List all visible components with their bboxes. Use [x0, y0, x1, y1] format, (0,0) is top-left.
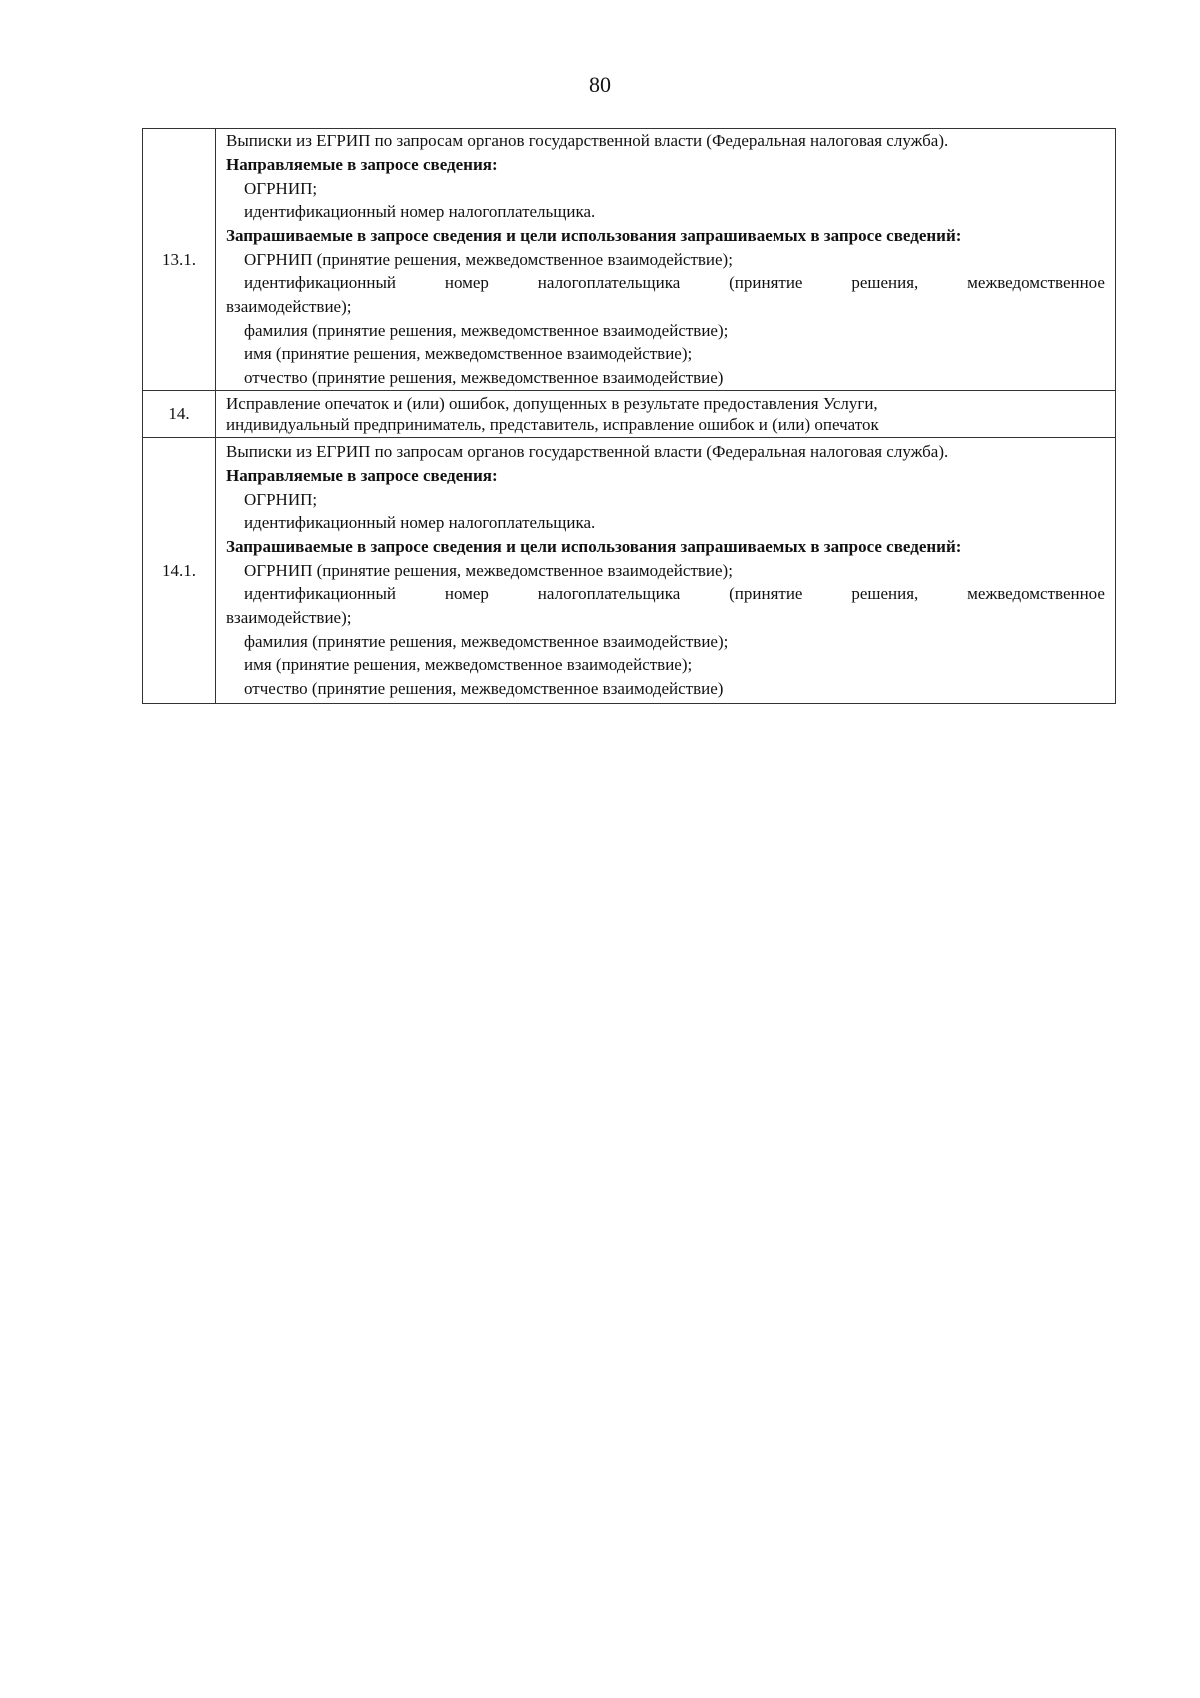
row-content: [216, 391, 1116, 438]
requested-heading: Запрашиваемые в запросе сведения и цели использования запрашиваемых в запросе сведений:: [226, 225, 962, 245]
requested-item: фамилия (принятие решения, межведомственное взаимодействие);: [244, 320, 729, 340]
table-row: [143, 391, 1116, 438]
page-number: 80: [589, 72, 611, 97]
row-text-line: Исправление опечаток и (или) ошибок, допущенных в результате предоставления Услуги,: [226, 394, 878, 413]
sent-heading: Направляемые в запросе сведения:: [226, 465, 498, 485]
word: номер: [444, 273, 489, 293]
word: идентификационный: [244, 273, 396, 293]
sent-item: ОГРНИП;: [244, 178, 318, 198]
row-number: 14.1.: [143, 438, 216, 704]
word: (принятие: [729, 273, 803, 293]
requested-item: имя (принятие решения, межведомственное взаимодействие);: [244, 655, 693, 675]
requested-item-justified: [226, 582, 1105, 606]
sent-item: идентификационный номер налогоплательщика.: [244, 513, 596, 533]
sent-item: ОГРНИП;: [244, 489, 318, 509]
word: межведомственное: [967, 584, 1105, 604]
requested-item: отчество (принятие решения, межведомственное взаимодействие): [244, 368, 724, 388]
word: решения,: [851, 273, 919, 293]
sent-heading: Направляемые в запросе сведения:: [226, 154, 498, 174]
intro-text: Выписки из ЕГРИП по запросам органов государственной власти (Федеральная налоговая служба).: [226, 442, 949, 462]
requested-heading: Запрашиваемые в запросе сведения и цели использования запрашиваемых в запросе сведений:: [226, 536, 962, 556]
requested-item-continuation: взаимодействие);: [226, 297, 352, 317]
requested-item: фамилия (принятие решения, межведомственное взаимодействие);: [244, 631, 729, 651]
sent-item: идентификационный номер налогоплательщика.: [244, 202, 596, 222]
intro-text: Выписки из ЕГРИП по запросам органов государственной власти (Федеральная налоговая служба).: [226, 131, 949, 151]
row-content: [216, 438, 1116, 704]
word: решения,: [851, 584, 919, 604]
requested-item: имя (принятие решения, межведомственное взаимодействие);: [244, 344, 693, 364]
row-text-line: индивидуальный предприниматель, представитель, исправление ошибок и (или) опечаток: [226, 415, 879, 434]
table-row: [143, 438, 1116, 704]
services-table: [142, 128, 1116, 704]
requested-item: ОГРНИП (принятие решения, межведомственное взаимодействие);: [244, 249, 733, 269]
requested-item-continuation: взаимодействие);: [226, 608, 352, 628]
requested-item-justified: [226, 271, 1105, 295]
word: номер: [444, 584, 489, 604]
word: налогоплательщика: [537, 584, 681, 604]
word: межведомственное: [967, 273, 1105, 293]
row-content: [216, 129, 1116, 391]
row-number: 13.1.: [143, 129, 216, 391]
requested-item: ОГРНИП (принятие решения, межведомственное взаимодействие);: [244, 560, 733, 580]
row-number: 14.: [143, 391, 216, 438]
word: идентификационный: [244, 584, 396, 604]
word: налогоплательщика: [537, 273, 681, 293]
table-row: [143, 129, 1116, 391]
requested-item: отчество (принятие решения, межведомственное взаимодействие): [244, 679, 724, 699]
word: (принятие: [729, 584, 803, 604]
